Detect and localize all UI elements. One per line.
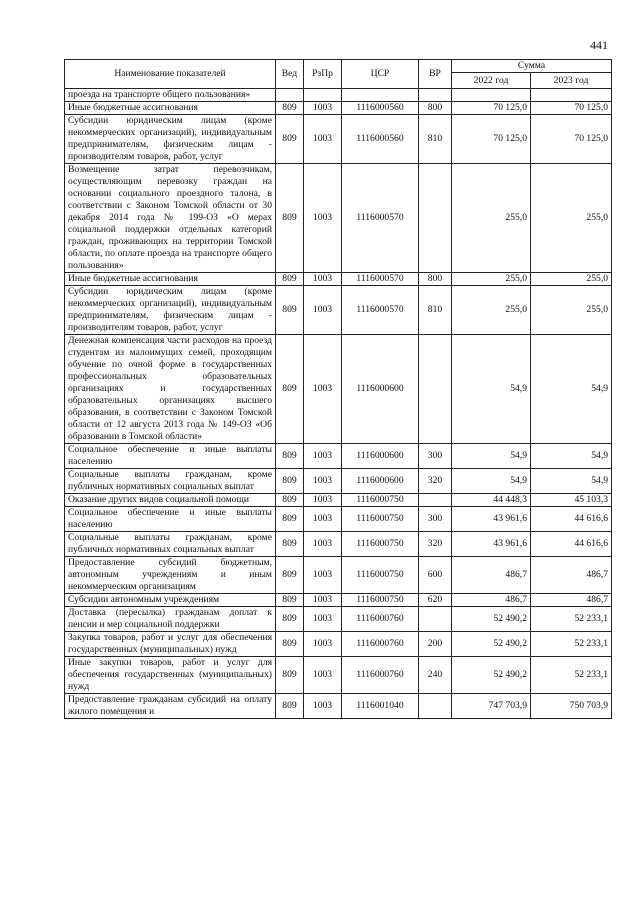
cell-ved: 809: [276, 507, 304, 532]
cell-vr: [419, 494, 452, 507]
cell-name: проезда на транспорте общего пользования»: [65, 89, 276, 102]
cell-rzpr: 1003: [304, 164, 342, 273]
header-csr: ЦСР: [342, 60, 419, 89]
table-row: [65, 89, 612, 102]
cell-csr: 1116000760: [342, 607, 419, 632]
cell-vr: 800: [419, 273, 452, 286]
cell-rzpr: 1003: [304, 594, 342, 607]
cell-sum-2023: 486,7: [531, 557, 612, 594]
cell-name: Социальные выплаты гражданам, кроме публичных нормативных социальных выплат: [65, 469, 276, 494]
table-row: [65, 115, 612, 164]
cell-csr: 1116000750: [342, 557, 419, 594]
cell-sum-2023: 255,0: [531, 273, 612, 286]
cell-csr: [342, 89, 419, 102]
cell-csr: 1116000760: [342, 657, 419, 694]
cell-rzpr: 1003: [304, 507, 342, 532]
table-row: [65, 494, 612, 507]
cell-ved: 809: [276, 494, 304, 507]
cell-sum-2022: 54,9: [452, 469, 531, 494]
cell-vr: [419, 164, 452, 273]
cell-rzpr: 1003: [304, 657, 342, 694]
cell-rzpr: 1003: [304, 632, 342, 657]
cell-ved: 809: [276, 115, 304, 164]
cell-csr: 1116000600: [342, 335, 419, 444]
cell-vr: 810: [419, 286, 452, 335]
cell-name: Предоставление гражданам субсидий на оплату жилого помещения и: [65, 694, 276, 719]
table-row: [65, 164, 612, 273]
cell-name: Субсидии юридическим лицам (кроме некоммерческих организаций), индивидуальным предпринимателям, физическим лицам - производителям товаров, работ, услуг: [65, 286, 276, 335]
cell-sum-2023: 70 125,0: [531, 115, 612, 164]
cell-rzpr: 1003: [304, 102, 342, 115]
cell-ved: 809: [276, 444, 304, 469]
cell-sum-2023: 255,0: [531, 164, 612, 273]
cell-vr: 300: [419, 507, 452, 532]
cell-ved: 809: [276, 335, 304, 444]
cell-sum-2022: 52 490,2: [452, 632, 531, 657]
table-row: [65, 102, 612, 115]
table-row: [65, 594, 612, 607]
cell-sum-2023: 45 103,3: [531, 494, 612, 507]
cell-rzpr: 1003: [304, 335, 342, 444]
header-year-2023: 2023 год: [531, 73, 612, 89]
cell-rzpr: 1003: [304, 694, 342, 719]
cell-rzpr: 1003: [304, 607, 342, 632]
cell-csr: 1116001040: [342, 694, 419, 719]
cell-csr: 1116000570: [342, 164, 419, 273]
cell-name: Закупка товаров, работ и услуг для обеспечения государственных (муниципальных) нужд: [65, 632, 276, 657]
cell-csr: 1116000750: [342, 507, 419, 532]
cell-vr: [419, 335, 452, 444]
header-ved: Вед: [276, 60, 304, 89]
cell-ved: 809: [276, 273, 304, 286]
cell-sum-2023: 750 703,9: [531, 694, 612, 719]
cell-csr: 1116000600: [342, 444, 419, 469]
cell-csr: 1116000750: [342, 494, 419, 507]
cell-ved: 809: [276, 532, 304, 557]
cell-sum-2022: 43 961,6: [452, 507, 531, 532]
page-number: 441: [590, 38, 608, 52]
table-header: [65, 60, 612, 89]
cell-vr: 800: [419, 102, 452, 115]
cell-sum-2023: 52 233,1: [531, 632, 612, 657]
cell-csr: 1116000600: [342, 469, 419, 494]
cell-ved: [276, 89, 304, 102]
cell-ved: 809: [276, 632, 304, 657]
cell-sum-2022: 54,9: [452, 444, 531, 469]
cell-sum-2022: 747 703,9: [452, 694, 531, 719]
cell-name: Иные бюджетные ассигнования: [65, 273, 276, 286]
cell-rzpr: 1003: [304, 494, 342, 507]
cell-name: Оказание других видов социальной помощи: [65, 494, 276, 507]
cell-csr: 1116000570: [342, 286, 419, 335]
cell-sum-2022: 486,7: [452, 594, 531, 607]
table-row: [65, 273, 612, 286]
cell-name: Субсидии автономным учреждениям: [65, 594, 276, 607]
header-year-2022: 2022 год: [452, 73, 531, 89]
cell-csr: 1116000560: [342, 115, 419, 164]
cell-sum-2023: 255,0: [531, 286, 612, 335]
cell-sum-2023: [531, 89, 612, 102]
cell-vr: [419, 607, 452, 632]
cell-name: Возмещение затрат перевозчикам, осуществляющим перевозку граждан на основании социального проездного талона, в соответствии с Законом Томской области от 30 декабря 2014 года № 199-ОЗ «О мерах социальной поддержки отдельных категорий граждан, проживающих на территории Томской области, по оплате проезда на транспорте общего пользования»: [65, 164, 276, 273]
cell-sum-2023: 54,9: [531, 335, 612, 444]
cell-sum-2022: 54,9: [452, 335, 531, 444]
cell-sum-2022: 44 448,3: [452, 494, 531, 507]
header-name: Наименование показателей: [65, 60, 276, 89]
header-sum: Сумма: [452, 60, 612, 73]
cell-vr: 320: [419, 532, 452, 557]
cell-ved: 809: [276, 694, 304, 719]
cell-name: Социальное обеспечение и иные выплаты населению: [65, 507, 276, 532]
cell-ved: 809: [276, 469, 304, 494]
cell-sum-2023: 54,9: [531, 469, 612, 494]
cell-csr: 1116000560: [342, 102, 419, 115]
cell-sum-2022: 70 125,0: [452, 102, 531, 115]
cell-sum-2022: 70 125,0: [452, 115, 531, 164]
cell-vr: 320: [419, 469, 452, 494]
cell-name: Социальное обеспечение и иные выплаты населению: [65, 444, 276, 469]
cell-name: Субсидии юридическим лицам (кроме некоммерческих организаций), индивидуальным предпринимателям, физическим лицам - производителям товаров, работ, услуг: [65, 115, 276, 164]
cell-name: Денежная компенсация части расходов на проезд студентам из малоимущих семей, проходящим обучение по очной форме в государственных профессиональных образовательных организациях и государственных образовательных организациях высшего образования, в соответствии с Законом Томской области от 12 августа 2013 года № 149-ОЗ «Об образовании в Томской области»: [65, 335, 276, 444]
cell-name: Иные закупки товаров, работ и услуг для обеспечения государственных (муниципальных) нужд: [65, 657, 276, 694]
cell-sum-2023: 70 125,0: [531, 102, 612, 115]
cell-vr: 200: [419, 632, 452, 657]
cell-vr: [419, 694, 452, 719]
cell-name: Предоставление субсидий бюджетным, автономным учреждениям и иным некоммерческим организациям: [65, 557, 276, 594]
cell-name: Социальные выплаты гражданам, кроме публичных нормативных социальных выплат: [65, 532, 276, 557]
cell-ved: 809: [276, 594, 304, 607]
cell-sum-2022: 52 490,2: [452, 657, 531, 694]
cell-csr: 1116000750: [342, 594, 419, 607]
cell-ved: 809: [276, 657, 304, 694]
cell-rzpr: 1003: [304, 115, 342, 164]
cell-sum-2023: 52 233,1: [531, 657, 612, 694]
cell-sum-2023: 52 233,1: [531, 607, 612, 632]
cell-csr: 1116000570: [342, 273, 419, 286]
cell-sum-2022: 255,0: [452, 273, 531, 286]
cell-rzpr: 1003: [304, 273, 342, 286]
budget-table: [64, 59, 612, 719]
cell-sum-2023: 44 616,6: [531, 532, 612, 557]
cell-sum-2022: 255,0: [452, 286, 531, 335]
cell-rzpr: 1003: [304, 557, 342, 594]
cell-rzpr: [304, 89, 342, 102]
cell-rzpr: 1003: [304, 286, 342, 335]
cell-rzpr: 1003: [304, 469, 342, 494]
table-row: [65, 286, 612, 335]
cell-vr: 810: [419, 115, 452, 164]
table-row: [65, 507, 612, 532]
table-row: [65, 632, 612, 657]
cell-sum-2023: 44 616,6: [531, 507, 612, 532]
cell-ved: 809: [276, 164, 304, 273]
table-row: [65, 469, 612, 494]
cell-sum-2023: 54,9: [531, 444, 612, 469]
cell-sum-2022: 43 961,6: [452, 532, 531, 557]
cell-name: Доставка (пересылка) гражданам доплат к пенсии и мер социальной поддержки: [65, 607, 276, 632]
cell-sum-2022: 255,0: [452, 164, 531, 273]
cell-vr: 240: [419, 657, 452, 694]
cell-vr: [419, 89, 452, 102]
cell-sum-2022: [452, 89, 531, 102]
header-vr: ВР: [419, 60, 452, 89]
header-rzpr: РзПр: [304, 60, 342, 89]
table-row: [65, 607, 612, 632]
table-row: [65, 694, 612, 719]
cell-sum-2023: 486,7: [531, 594, 612, 607]
cell-csr: 1116000760: [342, 632, 419, 657]
table-row: [65, 444, 612, 469]
table-row: [65, 557, 612, 594]
cell-vr: 620: [419, 594, 452, 607]
cell-ved: 809: [276, 607, 304, 632]
cell-vr: 600: [419, 557, 452, 594]
cell-ved: 809: [276, 557, 304, 594]
table-row: [65, 657, 612, 694]
table-row: [65, 335, 612, 444]
cell-csr: 1116000750: [342, 532, 419, 557]
table-row: [65, 532, 612, 557]
cell-rzpr: 1003: [304, 532, 342, 557]
cell-sum-2022: 52 490,2: [452, 607, 531, 632]
table-body: [65, 89, 612, 719]
cell-ved: 809: [276, 102, 304, 115]
cell-name: Иные бюджетные ассигнования: [65, 102, 276, 115]
cell-sum-2022: 486,7: [452, 557, 531, 594]
cell-rzpr: 1003: [304, 444, 342, 469]
cell-ved: 809: [276, 286, 304, 335]
cell-vr: 300: [419, 444, 452, 469]
